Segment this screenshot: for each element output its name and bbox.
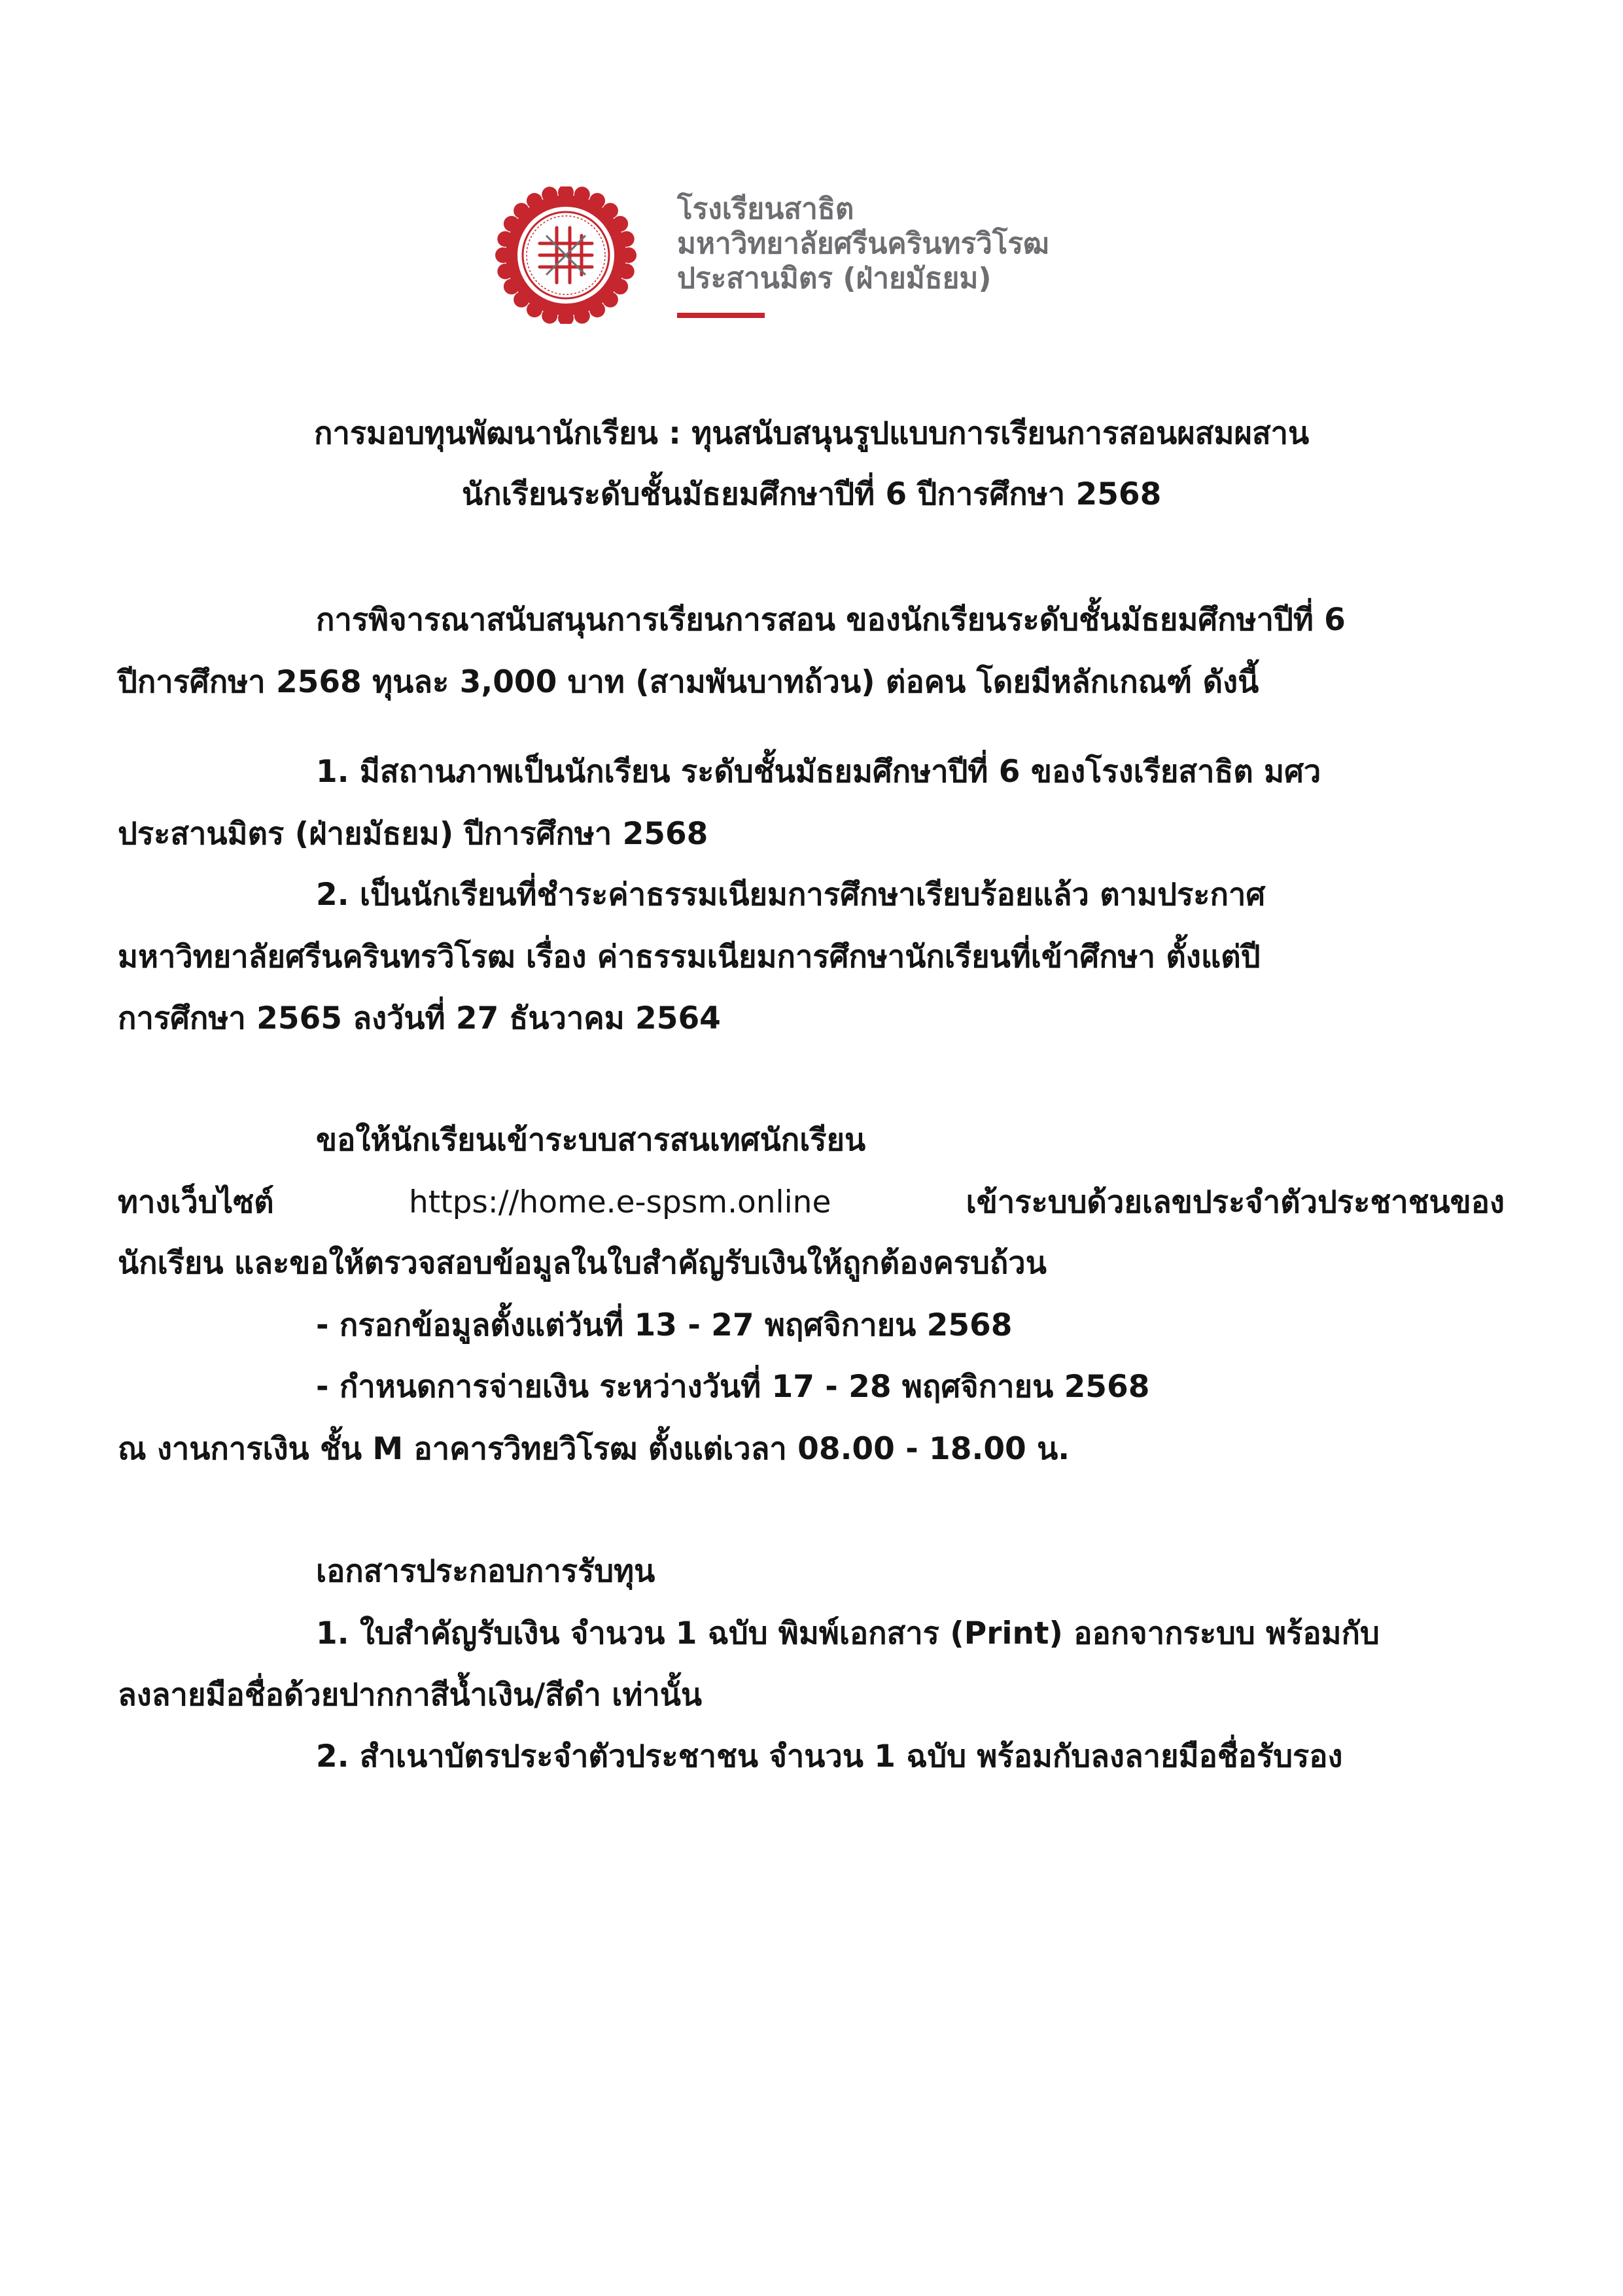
document-title-line-1: การมอบทุนพัฒนานักเรียน : ทุนสนับสนุนรูปแบบการเรียนการสอนผสมผสาน [314,415,1310,451]
criteria-item-2-line-1: 2. เป็นนักเรียนที่ชำระค่าธรรมเนียมการศึกษาเรียบร้อยแล้ว ตามประกาศ [316,877,1266,913]
school-seal-icon [481,186,651,324]
intro-line-1: การพิจารณาสนับสนุนการเรียนการสอน ของนักเรียนระดับชั้นมัธยมศึกษาปีที่ 6 [316,602,1346,638]
school-name [677,192,1049,296]
website-prefix: ทางเว็บไซต์ [118,1184,274,1220]
website-suffix: เข้าระบบด้วยเลขประจำตัวประชาชนของ [966,1184,1505,1220]
school-name-underline [677,313,765,318]
documents-item-2-line-1: 2. สำเนาบัตรประจำตัวประชาชน จำนวน 1 ฉบับ พร้อมกับลงลายมือชื่อรับรอง [316,1739,1343,1775]
criteria-item-2-line-2: มหาวิทยาลัยศรีนครินทรวิโรฒ เรื่อง ค่าธรรมเนียมการศึกษานักเรียนที่เข้าศึกษา ตั้งแต่ปี [118,939,1261,975]
criteria-item-1-line-2: ประสานมิตร (ฝ่ายมัธยม) ปีการศึกษา 2568 [118,816,708,852]
school-name-line-2: มหาวิทยาลัยศรีนครินทรวิโรฒ [677,227,1049,260]
school-logo [481,186,1161,327]
instructions-line-4: ณ งานการเงิน ชั้น M อาคารวิทยวิโรฒ ตั้งแต่เวลา 08.00 - 18.00 น. [118,1431,1070,1467]
documents-item-1-line-1: 1. ใบสำคัญรับเงิน จำนวน 1 ฉบับ พิมพ์เอกสาร (Print) ออกจากระบบ พร้อมกับ [316,1616,1380,1651]
documents-item-1-line-2: ลงลายมือชื่อด้วยปากกาสีน้ำเงิน/สีดำ เท่านั้น [118,1677,702,1713]
instructions-line-3: นักเรียน และขอให้ตรวจสอบข้อมูลในใบสำคัญรับเงินให้ถูกต้องครบถ้วน [118,1245,1047,1281]
document-title-line-2: นักเรียนระดับชั้นมัธยมศึกษาปีที่ 6 ปีการศึกษา 2568 [462,476,1162,512]
documents-heading: เอกสารประกอบการรับทุน [316,1553,655,1589]
instructions-website-line [118,1183,1505,1222]
intro-line-2: ปีการศึกษา 2568 ทุนละ 3,000 บาท (สามพันบาทถ้วน) ต่อคน โดยมีหลักเกณฑ์ ดังนี้ [118,664,1259,700]
website-url-link[interactable]: https://home.e-spsm.online [408,1184,831,1220]
school-name-line-3: ประสานมิตร (ฝ่ายมัธยม) [677,262,992,295]
criteria-item-1-line-1: 1. มีสถานภาพเป็นนักเรียน ระดับชั้นมัธยมศึกษาปีที่ 6 ของโรงเรียสาธิต มศว [316,754,1321,790]
instructions-bullet-2: - กำหนดการจ่ายเงิน ระหว่างวันที่ 17 - 28 พฤศจิกายน 2568 [316,1369,1150,1405]
instructions-line-1: ขอให้นักเรียนเข้าระบบสารสนเทศนักเรียน [316,1122,866,1158]
school-name-line-1: โรงเรียนสาธิต [677,192,854,226]
criteria-item-2-line-3: การศึกษา 2565 ลงวันที่ 27 ธันวาคม 2564 [118,1000,721,1036]
instructions-bullet-1: - กรอกข้อมูลตั้งแต่วันที่ 13 - 27 พฤศจิกายน 2568 [316,1307,1013,1343]
